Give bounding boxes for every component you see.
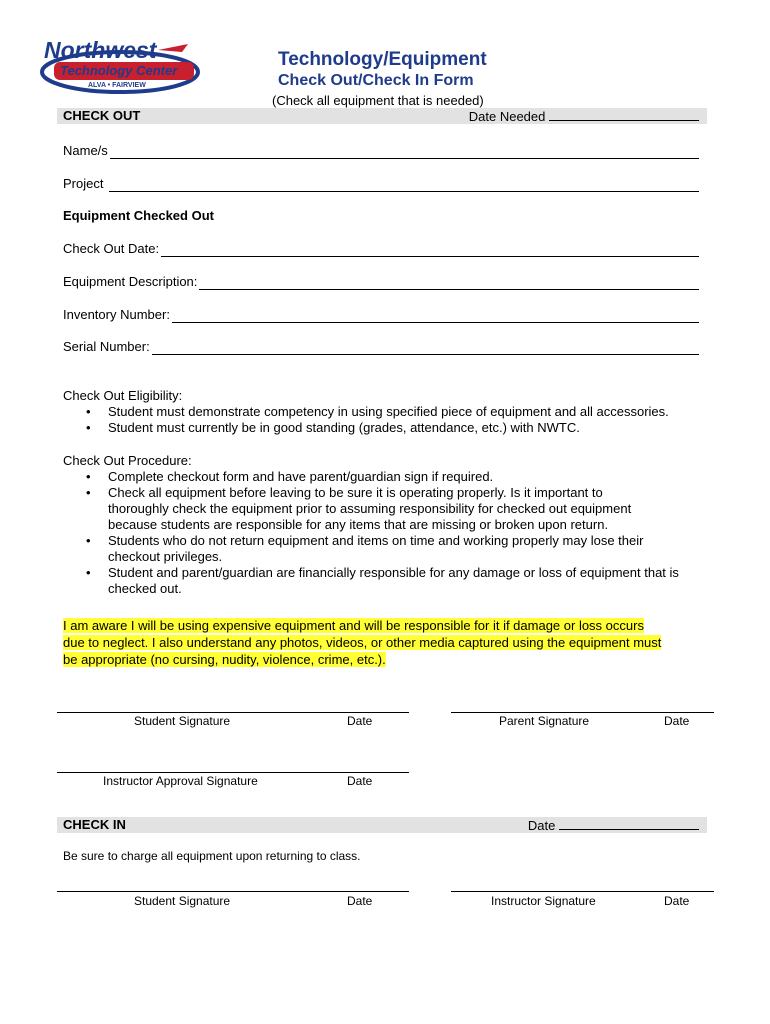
eligibility-list	[63, 404, 723, 436]
checkin-student-signature-label: Student Signature	[134, 894, 231, 908]
logo-swoosh-icon	[38, 36, 202, 98]
checkin-header-bar	[57, 817, 707, 833]
list-item: • Complete checkout form and have parent/guardian sign if required.	[63, 469, 709, 485]
checkout-header: CHECK OUT	[63, 108, 141, 123]
serial-number-field[interactable]: Serial Number:	[63, 339, 699, 355]
parent-signature-label: Parent Signature	[499, 714, 590, 728]
student-date-label: Date	[347, 714, 373, 728]
student-signature-line[interactable]	[57, 712, 409, 713]
checkin-student-date-label: Date	[347, 894, 373, 908]
equipment-description-field[interactable]: Equipment Description:	[63, 274, 699, 290]
parent-signature-line[interactable]	[451, 712, 714, 713]
procedure-section	[63, 453, 713, 597]
instructor-approval-signature-line[interactable]	[57, 772, 409, 773]
instructor-approval-label: Instructor Approval Signature	[103, 774, 258, 788]
instructor-approval-date-label: Date	[347, 774, 373, 788]
responsibility-notice: I am aware I will be using expensive equipment and will be responsible for it if damage or loss occurs due to neglect. I also understand any photos, videos, or other media captured using the equipment must be appropriate (no cursing, nudity, violence, crime, etc.).	[63, 618, 662, 667]
checkin-date-field[interactable]: Date	[528, 817, 699, 834]
svg-text:ALVA • FAIRVIEW: ALVA • FAIRVIEW	[88, 82, 146, 89]
list-item: • Check all equipment before leaving to be sure it is operating properly. Is it important to thoroughly check the equipment prior to assuming responsibility for checked out equipment because students are responsible for any items that are missing or broken upon return.	[63, 485, 709, 533]
date-needed-field[interactable]: Date Needed	[469, 108, 699, 125]
checkin-note: Be sure to charge all equipment upon returning to class.	[63, 849, 361, 863]
checkout-date-field[interactable]: Check Out Date:	[63, 241, 699, 257]
form-subtitle: Check Out/Check In Form	[278, 72, 474, 89]
equipment-heading: Equipment Checked Out	[63, 208, 214, 223]
inventory-number-field[interactable]: Inventory Number:	[63, 307, 699, 323]
list-item: • Student must currently be in good standing (grades, attendance, etc.) with NWTC.	[63, 420, 723, 436]
checkin-header: CHECK IN	[63, 817, 126, 832]
names-field[interactable]: Name/s	[63, 143, 699, 159]
list-item: • Students who do not return equipment and items on time and working properly may lose their checkout privileges.	[63, 533, 709, 565]
student-signature-label: Student Signature	[134, 714, 231, 728]
list-item: • Student must demonstrate competency in using specified piece of equipment and all accessories.	[63, 404, 723, 420]
checkin-instructor-signature-line[interactable]	[451, 891, 714, 892]
checkout-header-bar	[57, 108, 707, 124]
list-item: • Student and parent/guardian are financially responsible for any damage or loss of equipment that is checked out.	[63, 565, 709, 597]
project-field[interactable]: Project	[63, 176, 699, 192]
procedure-heading: Check Out Procedure:	[63, 453, 192, 468]
checkin-student-signature-line[interactable]	[57, 891, 409, 892]
eligibility-section	[63, 388, 723, 436]
svg-text:Northwest: Northwest	[44, 37, 157, 63]
procedure-list	[63, 469, 713, 597]
form-title: Technology/Equipment	[278, 49, 487, 70]
eligibility-heading: Check Out Eligibility:	[63, 388, 183, 403]
checkin-instructor-date-label: Date	[664, 894, 690, 908]
parent-date-label: Date	[664, 714, 690, 728]
checkin-instructor-signature-label: Instructor Signature	[491, 894, 596, 908]
northwest-logo	[38, 36, 202, 98]
form-instruction: (Check all equipment that is needed)	[272, 93, 484, 108]
svg-text:Technology Center: Technology Center	[60, 63, 178, 78]
